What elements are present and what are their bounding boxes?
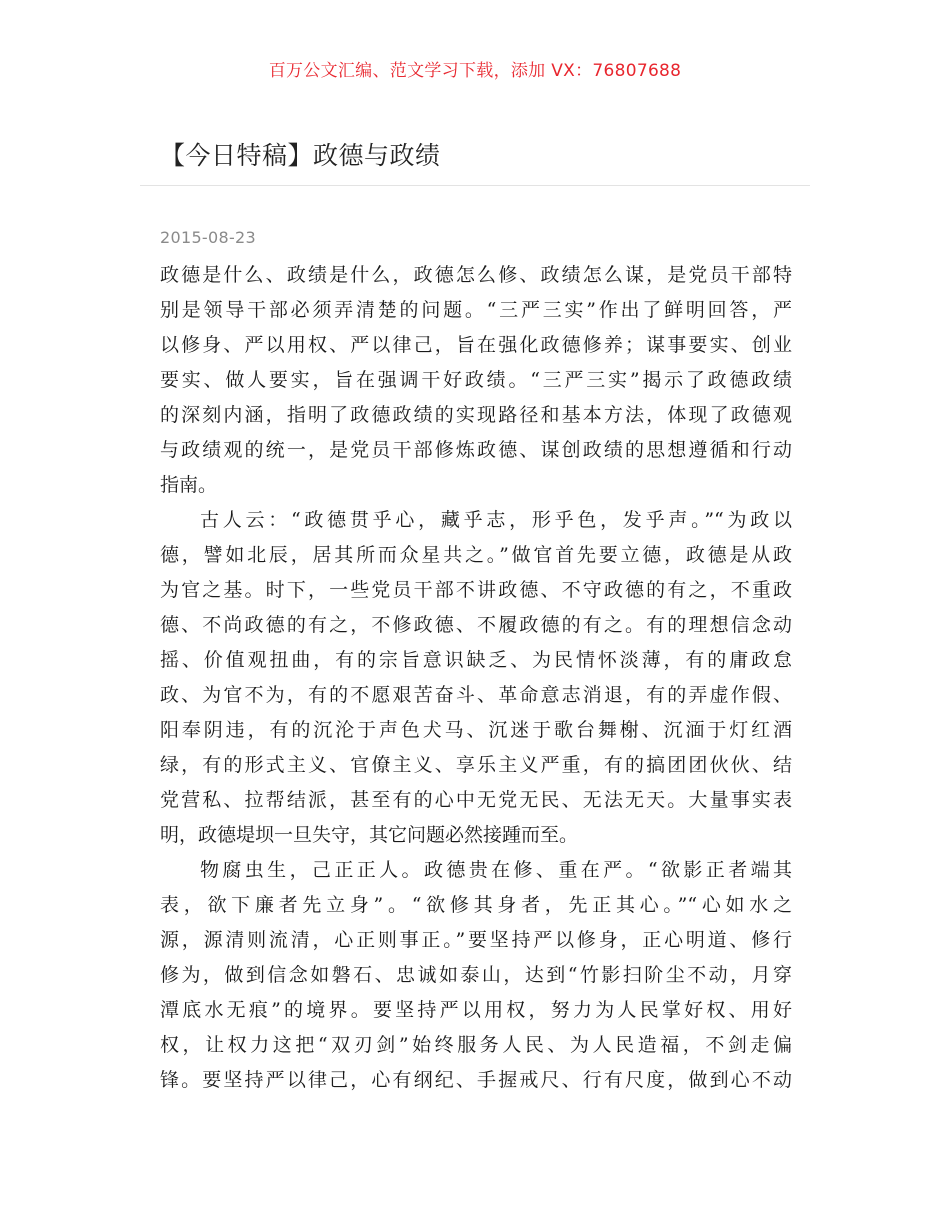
paragraph-3 (160, 853, 792, 1098)
text-line: 党营私、拉帮结派，甚至有的心中无党无民、无法无天。大量事实表 (160, 789, 792, 811)
text-line: 与政绩观的统一，是党员干部修炼政德、谋创政绩的思想遵循和行动 (160, 439, 792, 461)
text-line: 要实、做人要实，旨在强调干好政绩。“三严三实”揭示了政德政绩 (160, 369, 792, 391)
text-line: 阳奉阴违，有的沉沦于声色犬马、沉迷于歌台舞榭、沉湎于灯红酒 (160, 719, 792, 741)
paragraph-2 (160, 503, 792, 853)
text-line: 别是领导干部必须弄清楚的问题。“三严三实”作出了鲜明回答，严 (160, 299, 792, 321)
text-line: 物腐虫生，己正正人。政德贵在修、重在严。“欲影正者端其 (200, 859, 792, 881)
text-line: 锋。要坚持严以律己，心有纲纪、手握戒尺、行有尺度，做到心不动 (160, 1069, 792, 1091)
article-body (160, 258, 792, 1098)
title-divider (140, 185, 810, 186)
text-line: 表，欲下廉者先立身”。“欲修其身者，先正其心。”“心如水之 (160, 894, 792, 916)
text-line: 为官之基。时下，一些党员干部不讲政德、不守政德的有之，不重政 (160, 579, 792, 601)
text-line: 古人云：“政德贯乎心，藏乎志，形乎色，发乎声。”“为政以 (200, 509, 792, 531)
text-line: 摇、价值观扭曲，有的宗旨意识缺乏、为民情怀淡薄，有的庸政怠 (160, 649, 792, 671)
text-line: 源，源清则流清，心正则事正。”要坚持严以修身，正心明道、修行 (160, 929, 792, 951)
watermark-banner: 百万公文汇编、范文学习下载，添加 VX：76807688 (268, 61, 682, 81)
text-line: 指南。 (160, 474, 218, 496)
paragraph-1 (160, 258, 792, 503)
text-line: 德、不尚政德的有之，不修政德、不履政德的有之。有的理想信念动 (160, 614, 792, 636)
text-line: 以修身、严以用权、严以律己，旨在强化政德修养；谋事要实、创业 (160, 334, 792, 356)
text-line: 绿，有的形式主义、官僚主义、享乐主义严重，有的搞团团伙伙、结 (160, 754, 792, 776)
text-line: 权，让权力这把“双刃剑”始终服务人民、为人民造福，不剑走偏 (160, 1034, 792, 1056)
publish-date: 2015-08-23 (160, 228, 256, 247)
text-line: 修为，做到信念如磐石、忠诚如泰山，达到“竹影扫阶尘不动，月穿 (160, 964, 792, 986)
text-line: 的深刻内涵，指明了政德政绩的实现路径和基本方法，体现了政德观 (160, 404, 792, 426)
text-line: 政德是什么、政绩是什么，政德怎么修、政绩怎么谋，是党员干部特 (160, 264, 792, 286)
text-line: 德，譬如北辰，居其所而众星共之。”做官首先要立德，政德是从政 (160, 544, 792, 566)
article-title: 【今日特稿】政德与政绩 (160, 141, 441, 170)
text-line: 潭底水无痕”的境界。要坚持严以用权，努力为人民掌好权、用好 (160, 999, 792, 1021)
text-line: 明，政德堤坝一旦失守，其它问题必然接踵而至。 (160, 824, 579, 846)
text-line: 政、为官不为，有的不愿艰苦奋斗、革命意志消退，有的弄虚作假、 (160, 684, 792, 706)
